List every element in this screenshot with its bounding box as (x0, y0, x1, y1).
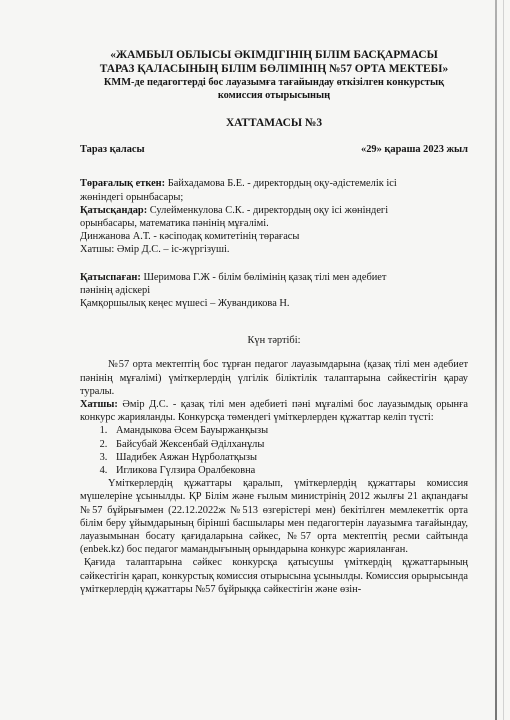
list-item: 4. Игликова Гүлзира Оралбековна (110, 464, 468, 477)
agenda-item: №57 орта мектептің бос тұрған педагог лауазымдарына (қазақ тілі мен әдебиет пәнінің мұғалімі) үміткерлердің үлгілік біліктілік талаптарына сәйкестігін қарау туралы. (80, 359, 468, 397)
paragraph-review: Қағида талаптарына сәйкес конкурсқа қатысушы үміткердің құжаттарының сәйкестігін қарап, конкурстық комиссия отырысына ұсынылды. Комиссия орырысында үміткерлердің құжаттары №57 бұйрыққа сәйкестігін және өзін- (80, 557, 468, 595)
place: Тараз қаласы (80, 144, 145, 156)
document-body (80, 48, 468, 596)
secretary-line: Хатшы: Әмір Д.С. – іс-жүргізуші. (80, 244, 230, 256)
org-name-line-1: «ЖАМБЫЛ ОБЛЫСЫ ӘКІМДІГІНІҢ БІЛІМ БАСҚАРМАСЫ (110, 49, 438, 61)
place-date-row (80, 143, 468, 156)
heading-line-4: комиссия отырысының (217, 90, 331, 101)
agenda-title: Күн тәртібі: (247, 335, 301, 347)
org-name-line-2: ТАРАЗ ҚАЛАСЫНЫҢ БІЛІМ БӨЛІМІНІҢ №57 ОРТА МЕКТЕБІ» (99, 63, 449, 75)
list-item: 3. Шадибек Аяжан Нұрболатқызы (110, 451, 468, 464)
protocol-title: ХАТТАМАСЫ №3 (225, 117, 323, 129)
scan-edge-line-secondary (503, 0, 504, 720)
member-2: Динжанова А.Т. - кәсіподақ комитетінің төрағасы (80, 231, 300, 243)
agenda-secretary-label: Хатшы: (80, 399, 118, 411)
board-member: Қамқоршылық кеңес мүшесі – Жувандикова Н. (80, 298, 290, 310)
agenda-secretary-text: Әмір Д.С. - қазақ тілі мен әдебиеті пәні мұғалімі бос лауазымдық орынға конкурс жарияланды. Конкурсқа төмендегі үміткерлерден құжаттар келіп түсті: (80, 399, 468, 424)
absent-cont: пәнінің әдіскері (80, 284, 151, 296)
members-cont: орынбасары, математика пәнінің мұғалімі. (80, 218, 269, 230)
absent-label: Қатыспаған: (80, 271, 141, 283)
chair-text: Байхадамова Б.Е. - директордың оқу-әдістемелік ісі (165, 178, 397, 190)
list-item: 1. Амандыкова Әсем Бауыржанқызы (110, 424, 468, 437)
chair-cont: жөніндегі орынбасары; (80, 191, 184, 203)
heading-line-3: КММ-де педагогтерді бос лауазымға тағайындау өткізілген конкурстық (103, 77, 445, 88)
members-label: Қатысқандар: (80, 204, 148, 216)
paragraph-documents: Үміткерлердің құжаттары қаралып, үміткерлердің құжаттары комиссия мүшелеріне ұсынылды. ҚР Білім және ғылым министрінің 2012 жылғы 21 ақпандағы №57 бұйрығымен (22.12.2022ж №513 өзгерістері мен) бекітілген мемлекеттік орта білім беру ұйымдарының бірінші басшылары мен педагогтерін лауазымға тағайындау, лауазымынан босату қағидаларына сәйкес, №57 орта мектептің ресми сайтында (enbek.kz) бос педагог мамандығының орындарына конкурс жарияланған. (80, 478, 468, 556)
date: «29» қараша 2023 жыл (361, 144, 468, 156)
candidate-list (80, 424, 468, 477)
absent-line (80, 271, 468, 284)
scan-edge-line (495, 0, 497, 720)
absent-text: Шеримова Г.Ж - білім бөлімінің қазақ тілі мен әдебиет (140, 271, 387, 283)
chair-line (80, 177, 468, 190)
members-text: Сулейменкулова С.К. - директордың оқу ісі жөніндегі (147, 204, 389, 216)
chair-label: Төрағалық еткен: (80, 178, 166, 190)
agenda-secretary (80, 398, 468, 424)
members-line (80, 204, 468, 217)
list-item: 2. Байсубай Жексенбай Әділханұлы (110, 438, 468, 451)
